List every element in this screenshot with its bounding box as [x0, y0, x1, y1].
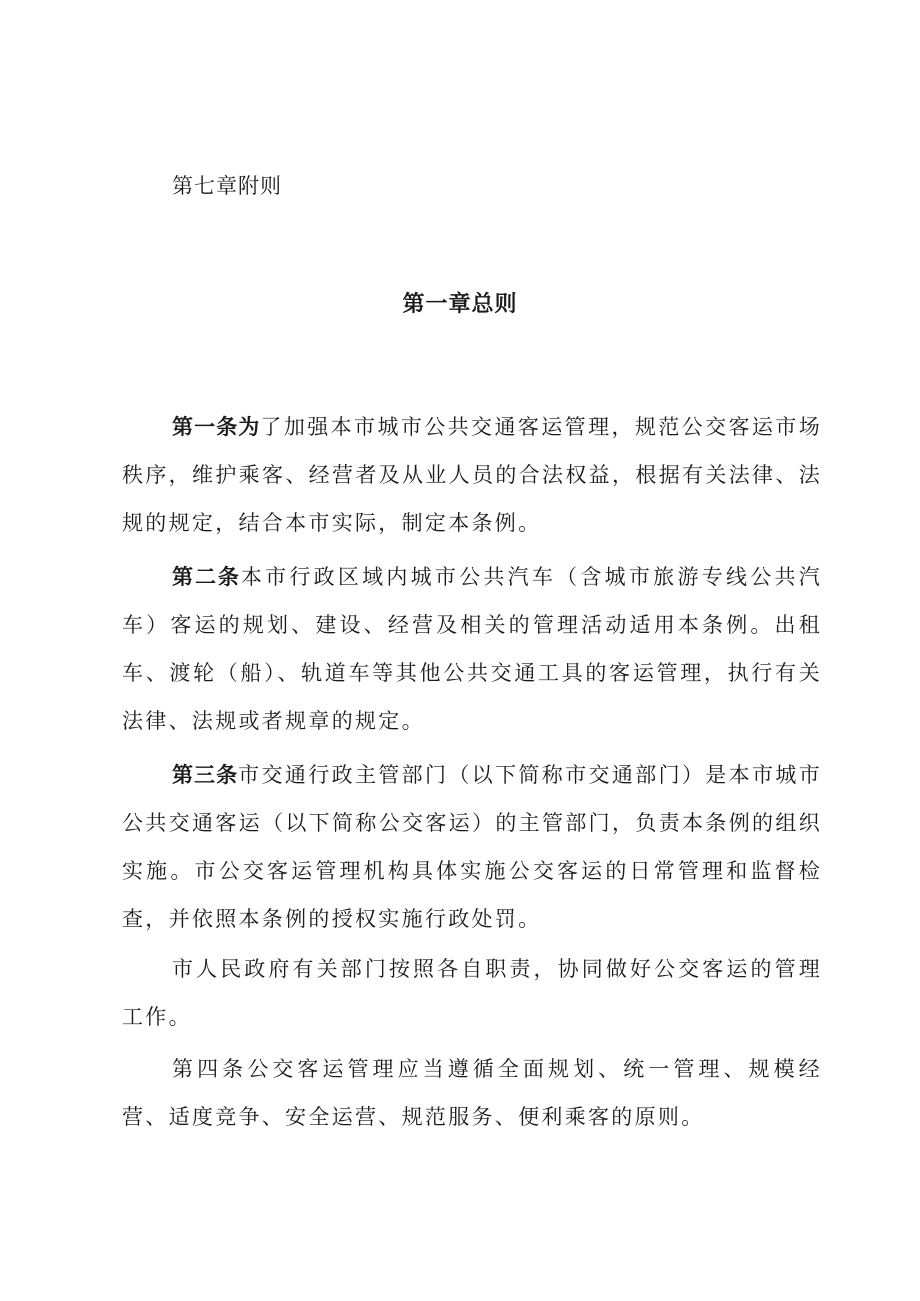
- article-4-paragraph: 第四条公交客运管理应当遵循全面规划、统一管理、规模经营、适度竞争、安全运营、规范服务、便利乘客的原则。: [122, 1057, 822, 1129]
- toc-last-chapter: 第七章附则: [172, 174, 282, 198]
- article-2-text: 本市行政区域内城市公共汽车（含城市旅游专线公共汽车）客运的规划、建设、经营及相关的管理活动适用本条例。出租车、渡轮（船）、轨道车等其他公共交通工具的客运管理，执行有关法律、法规或者规章的规定。: [122, 565, 823, 733]
- article-3-paragraph: [122, 751, 822, 943]
- article-3-label: 第三条: [172, 763, 239, 787]
- chapter-title: 第一章总则: [402, 292, 518, 317]
- article-3-text: 市交通行政主管部门（以下简称市交通部门）是本市城市公共交通客运（以下简称公交客运）的主管部门，负责本条例的组织实施。市公交客运管理机构具体实施公交客运的日常管理和监督检查，并依照本条例的授权实施行政处罚。: [122, 763, 823, 931]
- article-1-label: 第一条为: [172, 415, 261, 439]
- article-2-label: 第二条: [172, 565, 241, 589]
- article-1-text: 了加强本市城市公共交通客运管理，规范公交客运市场秩序，维护乘客、经营者及从业人员的合法权益，根据有关法律、法规的规定，结合本市实际，制定本条例。: [122, 415, 823, 535]
- article-3-second-paragraph: 市人民政府有关部门按照各自职责，协同做好公交客运的管理工作。: [122, 957, 822, 1029]
- article-2-paragraph: [122, 553, 822, 745]
- article-1-paragraph: [122, 403, 822, 547]
